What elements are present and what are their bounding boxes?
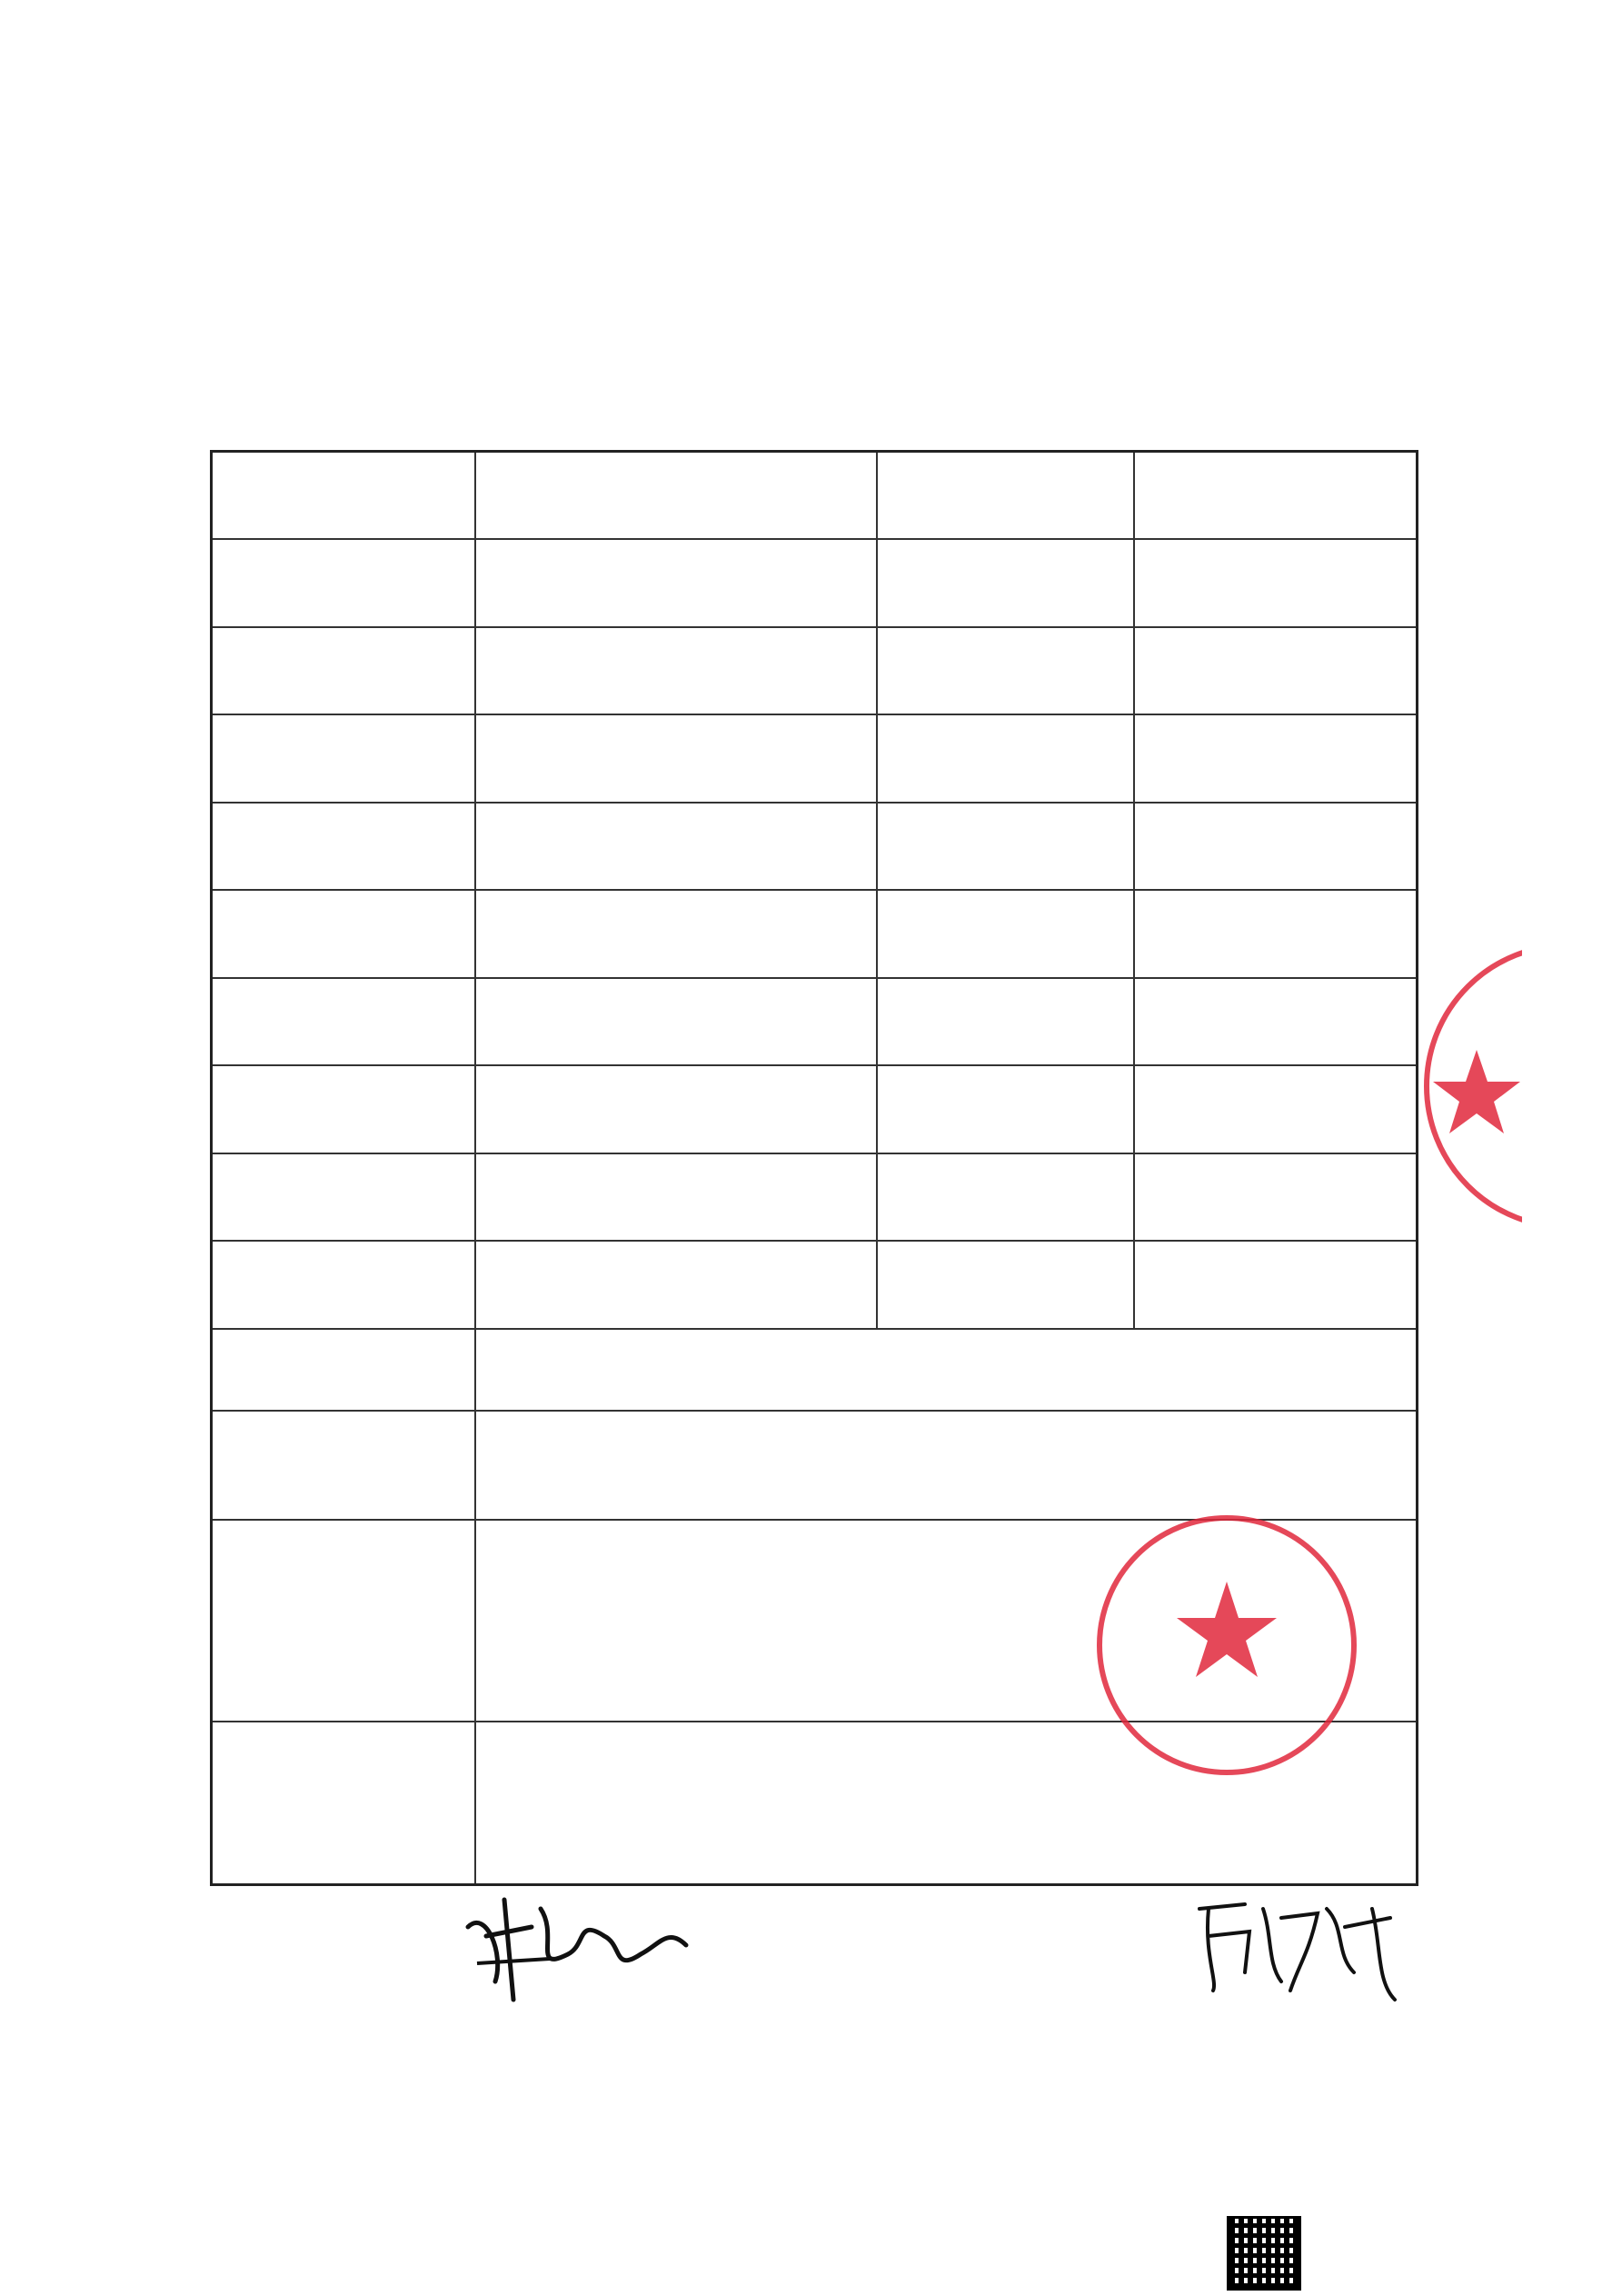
field-label — [212, 890, 475, 978]
field-label — [877, 1241, 1134, 1329]
items-row — [212, 1411, 1418, 1520]
inspector-signature — [1181, 1872, 1408, 2009]
field-value — [475, 452, 877, 540]
table-row — [212, 627, 1418, 715]
scanner-watermark — [1227, 2216, 1314, 2291]
official-seal — [1086, 1504, 1368, 1786]
field-label — [212, 1065, 475, 1153]
field-value — [475, 1065, 877, 1153]
approver-signature — [450, 1872, 704, 2009]
conclusion-label — [212, 1520, 475, 1722]
field-value — [1134, 890, 1418, 978]
field-label — [877, 627, 1134, 715]
field-value — [1134, 1241, 1418, 1329]
side-seal — [1413, 932, 1522, 1241]
field-value — [1134, 1153, 1418, 1242]
field-value — [475, 714, 877, 803]
field-value — [1134, 714, 1418, 803]
field-value — [475, 627, 877, 715]
field-label — [212, 452, 475, 540]
table-row — [212, 714, 1418, 803]
field-label — [212, 803, 475, 891]
table-row — [212, 1153, 1418, 1242]
field-value — [475, 803, 877, 891]
field-value — [475, 978, 877, 1066]
field-label — [212, 1153, 475, 1242]
qr-code-icon — [1227, 2216, 1301, 2291]
table-row — [212, 1065, 1418, 1153]
table-row — [212, 978, 1418, 1066]
field-label — [877, 978, 1134, 1066]
field-label — [877, 1153, 1134, 1242]
items-label — [212, 1411, 475, 1520]
items-value — [475, 1411, 1418, 1520]
table-row — [212, 452, 1418, 540]
field-label — [877, 1065, 1134, 1153]
field-value — [475, 1153, 877, 1242]
field-label — [877, 539, 1134, 627]
field-value — [475, 1241, 877, 1329]
field-label — [212, 1241, 475, 1329]
field-value — [475, 539, 877, 627]
field-label — [877, 890, 1134, 978]
field-label — [212, 539, 475, 627]
field-value — [475, 890, 877, 978]
table-row — [212, 803, 1418, 891]
basis-label — [212, 1329, 475, 1411]
field-label — [877, 714, 1134, 803]
basis-row — [212, 1329, 1418, 1411]
basis-value — [475, 1329, 1418, 1411]
field-value — [1134, 803, 1418, 891]
field-label — [212, 627, 475, 715]
table-row — [212, 539, 1418, 627]
table-row — [212, 890, 1418, 978]
field-label — [212, 978, 475, 1066]
field-label — [877, 803, 1134, 891]
remarks-label — [212, 1722, 475, 1885]
field-value — [1134, 1065, 1418, 1153]
field-value — [1134, 978, 1418, 1066]
field-value — [1134, 627, 1418, 715]
table-row — [212, 1241, 1418, 1329]
field-value — [1134, 452, 1418, 540]
field-value — [1134, 539, 1418, 627]
field-label — [212, 714, 475, 803]
field-label — [877, 452, 1134, 540]
